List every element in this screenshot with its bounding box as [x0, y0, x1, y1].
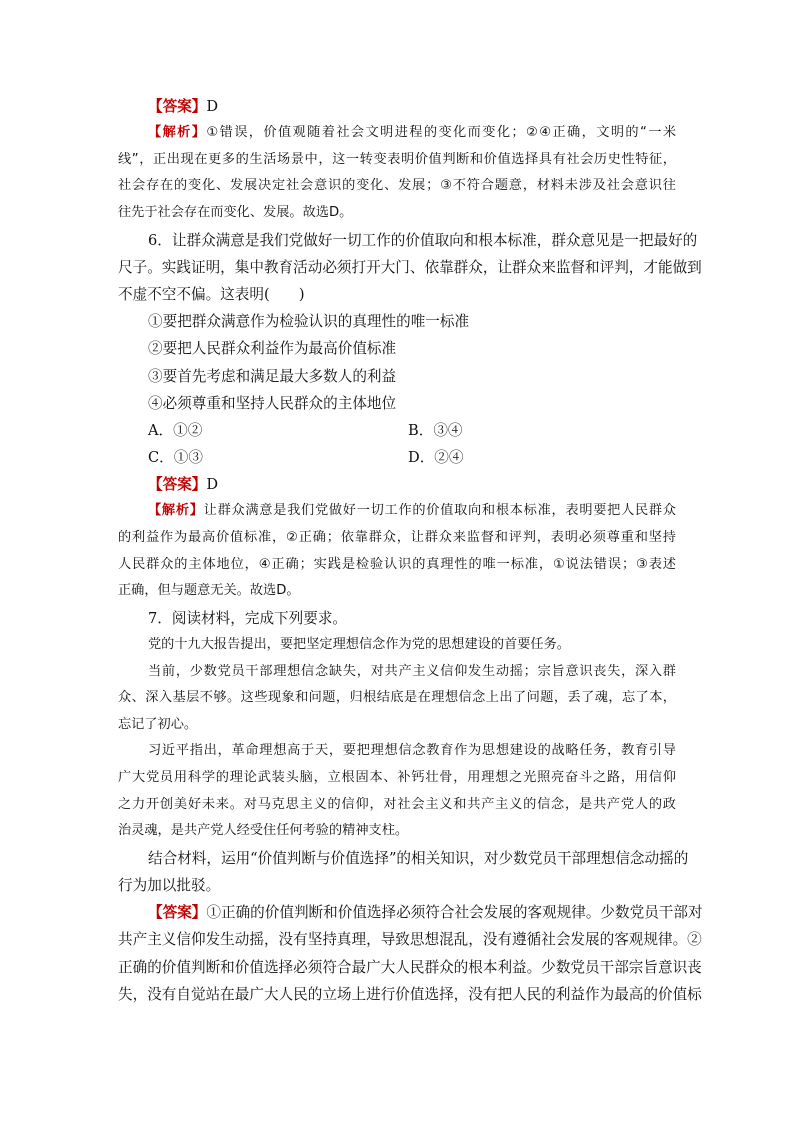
option-d: D．②④: [408, 449, 464, 467]
q6-stem-line: 6．让群众满意是我们党做好一切工作的价值取向和根本标准，群众意见是一把最好的: [148, 231, 698, 249]
q6-stem-line: 尺子。实践证明，集中教育活动必须打开大门、依靠群众，让群众来监督和评判，才能做到: [118, 258, 702, 276]
q6-statement: ①要把群众满意作为检验认识的真理性的唯一标准: [148, 313, 470, 331]
option-b: B．③④: [408, 421, 463, 439]
q5-answer-value: D: [206, 98, 219, 115]
q6-options-row: [118, 417, 676, 444]
q7-requirement-line: 行为加以批驳。: [118, 876, 221, 894]
q7-stem: 7．阅读材料，完成下列要求。: [148, 609, 348, 627]
q7-material-line: 当前，少数党员干部理想信念缺失，对共产主义信仰发生动摇；宗旨意识丧失，深入群: [148, 663, 676, 679]
q7-answer-line: 共产主义信仰发生动摇，没有坚持真理，导致思想混乱，没有遵循社会发展的客观规律。②: [118, 931, 702, 949]
answer-label: 【答案】: [148, 98, 207, 115]
q6-analysis-line: 【解析】让群众满意是我们党做好一切工作的价值取向和根本标准，表明要把人民群众: [148, 503, 676, 519]
analysis-label: 【解析】: [148, 503, 204, 519]
q5-analysis-line: 往先于社会存在而变化、发展。故选D。: [118, 204, 353, 220]
q6-options-row: [118, 444, 676, 471]
answer-label: 【答案】: [148, 476, 207, 494]
q6-analysis-line: 的利益作为最高价值标准，②正确；依靠群众，让群众来监督和评判，表明必须尊重和坚持: [118, 530, 676, 546]
q6-statement: ③要首先考虑和满足最大多数人的利益: [148, 367, 397, 385]
q7-material-line: 之力开创美好未来。对马克思主义的信仰，对社会主义和共产主义的信念，是共产党人的政: [118, 796, 676, 812]
q6-statement: ④必须尊重和坚持人民群众的主体地位: [148, 394, 397, 412]
q7-material-line: 广大党员用科学的理论武装头脑，立根固本、补钙壮骨，用理想之光照亮奋斗之路，用信仰: [118, 769, 676, 785]
answer-label: 【答案】: [148, 904, 207, 922]
q7-answer-line: 【答案】①正确的价值判断和价值选择必须符合社会发展的客观规律。少数党员干部对: [148, 904, 703, 922]
q5-analysis-line: 【解析】①错误，价值观随着社会文明进程的变化而变化；②④正确，文明的“一米: [148, 125, 677, 141]
q6-analysis-line: 人民群众的主体地位，④正确；实践是检验认识的真理性的唯一标准，①说法错误；③表述: [118, 556, 676, 572]
q5-analysis-line: 线”，正出现在更多的生活场景中，这一转变表明价值判断和价值选择具有社会历史性特征，: [118, 151, 676, 167]
option-a: A．①②: [148, 421, 203, 439]
q6-answer-value: D: [206, 476, 219, 494]
q6-analysis-line: 正确，但与题意无关。故选D。: [118, 583, 300, 599]
q6-answer: [118, 471, 676, 498]
page-content: [118, 93, 703, 1008]
q7-requirement-line: 结合材料，运用“价值判断与价值选择”的相关知识，对少数党员干部理想信念动摇的: [148, 849, 689, 867]
q5-analysis-line: 社会存在的变化、发展决定社会意识的变化、发展；③不符合题意，材料未涉及社会意识往: [118, 178, 676, 194]
q7-answer-line: 失，没有自觉站在最广大人民的立场上进行价值选择，没有把人民的利益作为最高的价值标: [118, 985, 702, 1003]
q7-answer-line: 正确的价值判断和价值选择必须符合最广大人民群众的根本利益。少数党员干部宗旨意识丧: [118, 958, 702, 976]
q7-material-line: 忘记了初心。: [118, 716, 198, 732]
q6-stem-line: 不虚不空不偏。这表明( ): [118, 285, 305, 303]
q7-material-line: 众、深入基层不够。这些现象和问题，归根结底是在理想信念上出了问题，丢了魂，忘了本，: [118, 690, 676, 706]
q5-answer: [118, 93, 676, 120]
q6-statement: ②要把人民群众利益作为最高价值标准: [148, 340, 397, 358]
option-c: C．①③: [148, 449, 203, 467]
q7-material-line: 党的十九大报告提出，要把坚定理想信念作为党的思想建设的首要任务。: [148, 637, 570, 652]
q7-material-line: 习近平指出，革命理想高于天，要把理想信念教育作为思想建设的战略任务，教育引导: [148, 743, 676, 759]
q7-material-line: 治灵魂，是共产党人经受住任何考验的精神支柱。: [118, 823, 409, 839]
analysis-label: 【解析】: [148, 125, 207, 141]
